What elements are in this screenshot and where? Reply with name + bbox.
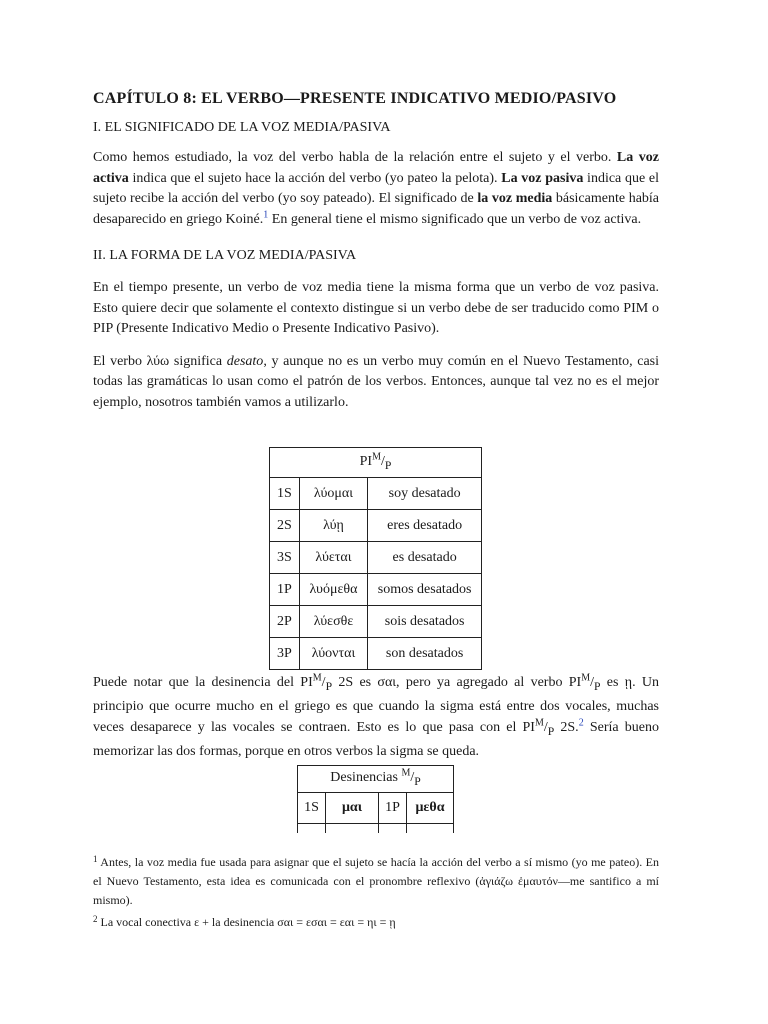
paragraph-voice-form: En el tiempo presente, un verbo de voz media tiene la misma forma que un verbo de voz pasiva. Esto quiere decir que solamente el contexto distingue si un verbo debe de ser traducido como PIM o PIP (Presente Indicativo Medio o Presente Indicativo Pasivo).: [93, 280, 659, 336]
chapter-title: CAPÍTULO 8: EL VERBO—PRESENTE INDICATIVO MEDIO/PASIVO: [93, 90, 617, 107]
section-heading-2: II. LA FORMA DE LA VOZ MEDIA/PASIVA: [93, 248, 357, 263]
person-cell: 1P: [379, 793, 407, 824]
term-passive-voice: La voz pasiva: [501, 170, 584, 186]
translation-cell: somos desatados: [368, 574, 482, 606]
translation-cell: es desatado: [368, 542, 482, 574]
table-header: Desinencias $^M/_P$: [298, 766, 454, 793]
table-row: [298, 824, 454, 834]
footnote-ref-1[interactable]: 1: [263, 208, 269, 220]
translation-cell: soy desatado: [368, 478, 482, 510]
greek-form-cell: λύεται: [299, 542, 368, 574]
paragraph-voice-meaning: Como hemos estudiado, la voz del verbo habla de la relación entre el sujeto y el verbo. La voz activa indica que el sujeto hace la acción del verbo (yo pateo la pelota). La voz pasiva indica que el sujeto recibe la acción del verbo (yo soy pateado). El significado de la voz media básicamente había desaparecido en griego Koiné.$^1$ En general tiene el mismo significado que un verbo de voz activa.: [93, 150, 660, 227]
term-middle-voice: la voz media: [477, 191, 553, 206]
word-desato: desato: [226, 353, 264, 369]
ending-cell: μεθα: [407, 793, 454, 824]
paragraph-contraction: Puede notar que la desinencia del $PI^M/_P$ 2S es σαι, pero ya agregado al verbo $PI^M/_P$ es ῃ. Un principio que ocurre mucho en el griego es que cuando la sigma está entre dos vocales, muchas veces desaparece y las vocales se contraen. Esto es lo que pasa con el $PI^M/_P$ 2S.$^2$ Sería bueno memorizar las dos formas, porque en otros verbos la sigma se queda.: [93, 672, 660, 760]
person-cell: 2S: [270, 510, 300, 542]
greek-form-cell: λύονται: [299, 638, 368, 670]
greek-form-cell: λύῃ: [299, 510, 368, 542]
footnote-1: $^1$ Antes, la voz media fue usada para asignar que el sujeto se hacía la acción del verbo a sí mismo (yo me pateo). En el Nuevo Testamento, esta idea es comunicada con el pronombre reflexivo (ἁγιάζω ἐμαυτόν—me santifico a mí mismo).: [93, 854, 659, 907]
ending-cell: μαι: [326, 793, 379, 824]
section-heading-1: I. EL SIGNIFICADO DE LA VOZ MEDIA/PASIVA: [93, 120, 391, 135]
person-cell: 1S: [298, 793, 326, 824]
translation-cell: sois desatados: [368, 606, 482, 638]
person-cell: 2P: [270, 606, 300, 638]
footnote-ref-2[interactable]: 2: [578, 717, 584, 729]
translation-cell: son desatados: [368, 638, 482, 670]
paragraph-luo-example: El verbo λύω significa desato, y aunque no es un verbo muy común en el Nuevo Testamento, casi todas las gramáticas lo usan como el patrón de los verbos. Entonces, aunque tal vez no es el mejor ejemplo, nosotros también vamos a utilizarlo.: [93, 353, 659, 410]
footnotes: [93, 850, 659, 932]
footnote-2: $^2$ La vocal conectiva ε + la desinencia σαι = εσαι = εαι = ηι = ῃ: [93, 914, 396, 929]
greek-form-cell: λυόμεθα: [299, 574, 368, 606]
greek-form-cell: λύεσθε: [299, 606, 368, 638]
translation-cell: eres desatado: [368, 510, 482, 542]
table-header: $PI^M/_P$: [270, 448, 482, 478]
person-cell: 3S: [270, 542, 300, 574]
person-cell: 1S: [270, 478, 300, 510]
person-cell: 1P: [270, 574, 300, 606]
greek-form-cell: λύομαι: [299, 478, 368, 510]
table-row: [298, 793, 454, 824]
term-active-voice: La voz activa: [93, 150, 660, 186]
person-cell: 3P: [270, 638, 300, 670]
endings-table: [297, 765, 454, 833]
